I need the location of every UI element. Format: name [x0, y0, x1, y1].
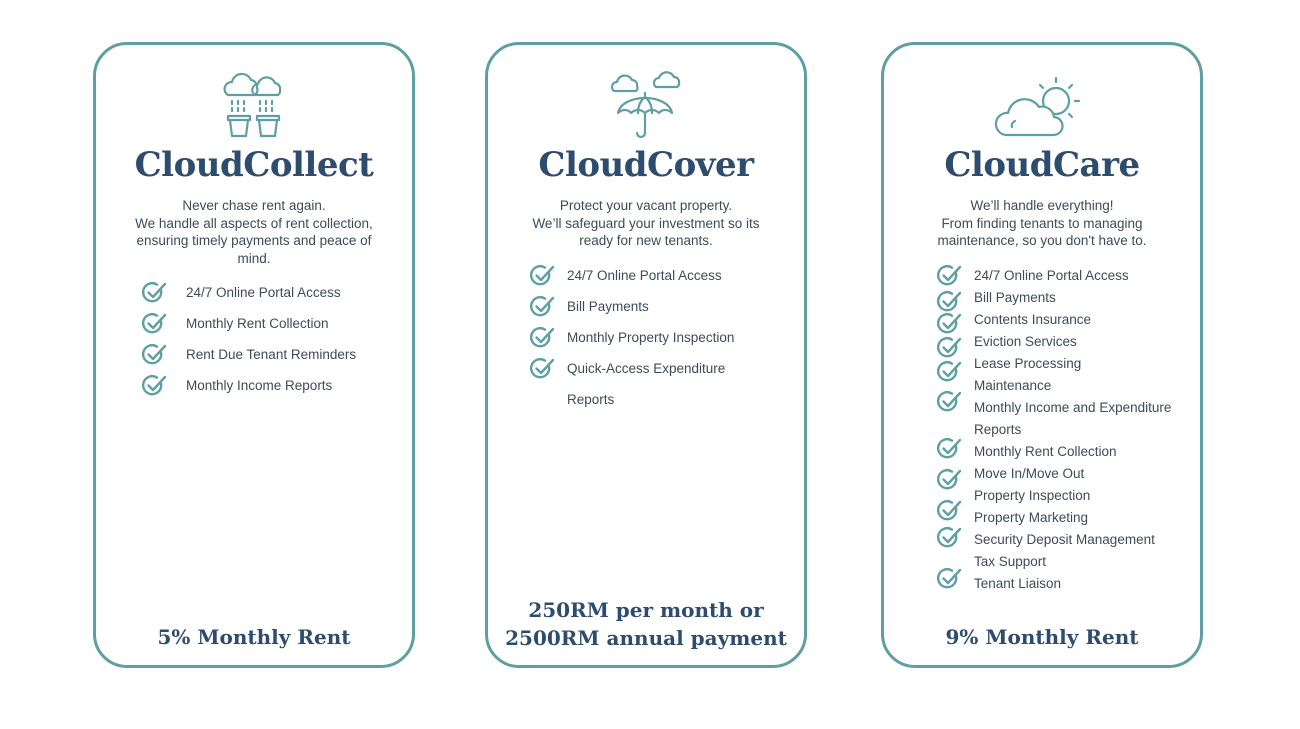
plan-card-cloudcare: CloudCare We’ll handle everything! From finding tenants to managing maintenance, so you don't have to. 24/7 Online Portal Access Bill Payments Contents Insurance Eviction Services Lease Processing Maintenance Monthly Income and Expenditure Reports Monthly Rent Collection Move In/Move Out Property Inspection Property Marketing Security Deposit Management Tax Support Tenant Liaison 9% Monthly Rent	[881, 42, 1203, 668]
plan-title: CloudCollect	[134, 145, 374, 185]
check-icon	[937, 264, 963, 288]
plan-description: Never chase rent again. We handle all aspects of rent collection, ensuring timely payments and peace of mind.	[135, 198, 373, 266]
sun-cloud-icon	[994, 73, 1090, 143]
check-icon	[530, 264, 556, 288]
check-icon	[142, 374, 168, 398]
plan-description: Protect your vacant property. We’ll safeguard your investment so its ready for new tenants.	[532, 198, 760, 248]
check-icon	[937, 567, 963, 591]
plan-card-cloudcollect: CloudCollect Never chase rent again. We handle all aspects of rent collection, ensuring timely payments and peace of mind. 24/7 Online Portal Access Monthly Rent Collection Rent Due Tenant Reminders Monthly Income Reports 5% Monthly Rent	[93, 42, 415, 668]
plan-description: We’ll handle everything! From finding tenants to managing maintenance, so you don't have to.	[937, 198, 1147, 248]
check-icon	[142, 343, 168, 367]
check-icon	[937, 526, 963, 550]
umbrella-cloud-icon	[610, 71, 682, 143]
plan-card-cloudcover: CloudCover Protect your vacant property. We’ll safeguard your investment so its ready for new tenants. 24/7 Online Portal Access Bill Payments Monthly Property Inspection Quick-Access Expenditure Reports 250RM per month or 2500RM annual payment	[485, 42, 807, 668]
check-icon	[530, 357, 556, 381]
check-icon	[937, 336, 963, 360]
plan-title: CloudCover	[538, 145, 754, 185]
check-icon	[937, 290, 963, 314]
check-icon	[142, 312, 168, 336]
check-icon	[937, 360, 963, 384]
plan-title: CloudCare	[944, 145, 1140, 185]
plan-price: 5% Monthly Rent	[157, 625, 351, 649]
plan-price: 250RM per month or 2500RM annual payment	[505, 598, 787, 650]
check-icon	[937, 390, 963, 414]
check-icon	[530, 295, 556, 319]
check-icon	[937, 437, 963, 461]
check-icon	[530, 326, 556, 350]
check-icon	[142, 281, 168, 305]
check-icon	[937, 312, 963, 336]
rain-cloud-pots-icon	[222, 71, 286, 141]
check-icon	[937, 499, 963, 523]
plan-price: 9% Monthly Rent	[945, 625, 1139, 649]
check-icon	[937, 468, 963, 492]
